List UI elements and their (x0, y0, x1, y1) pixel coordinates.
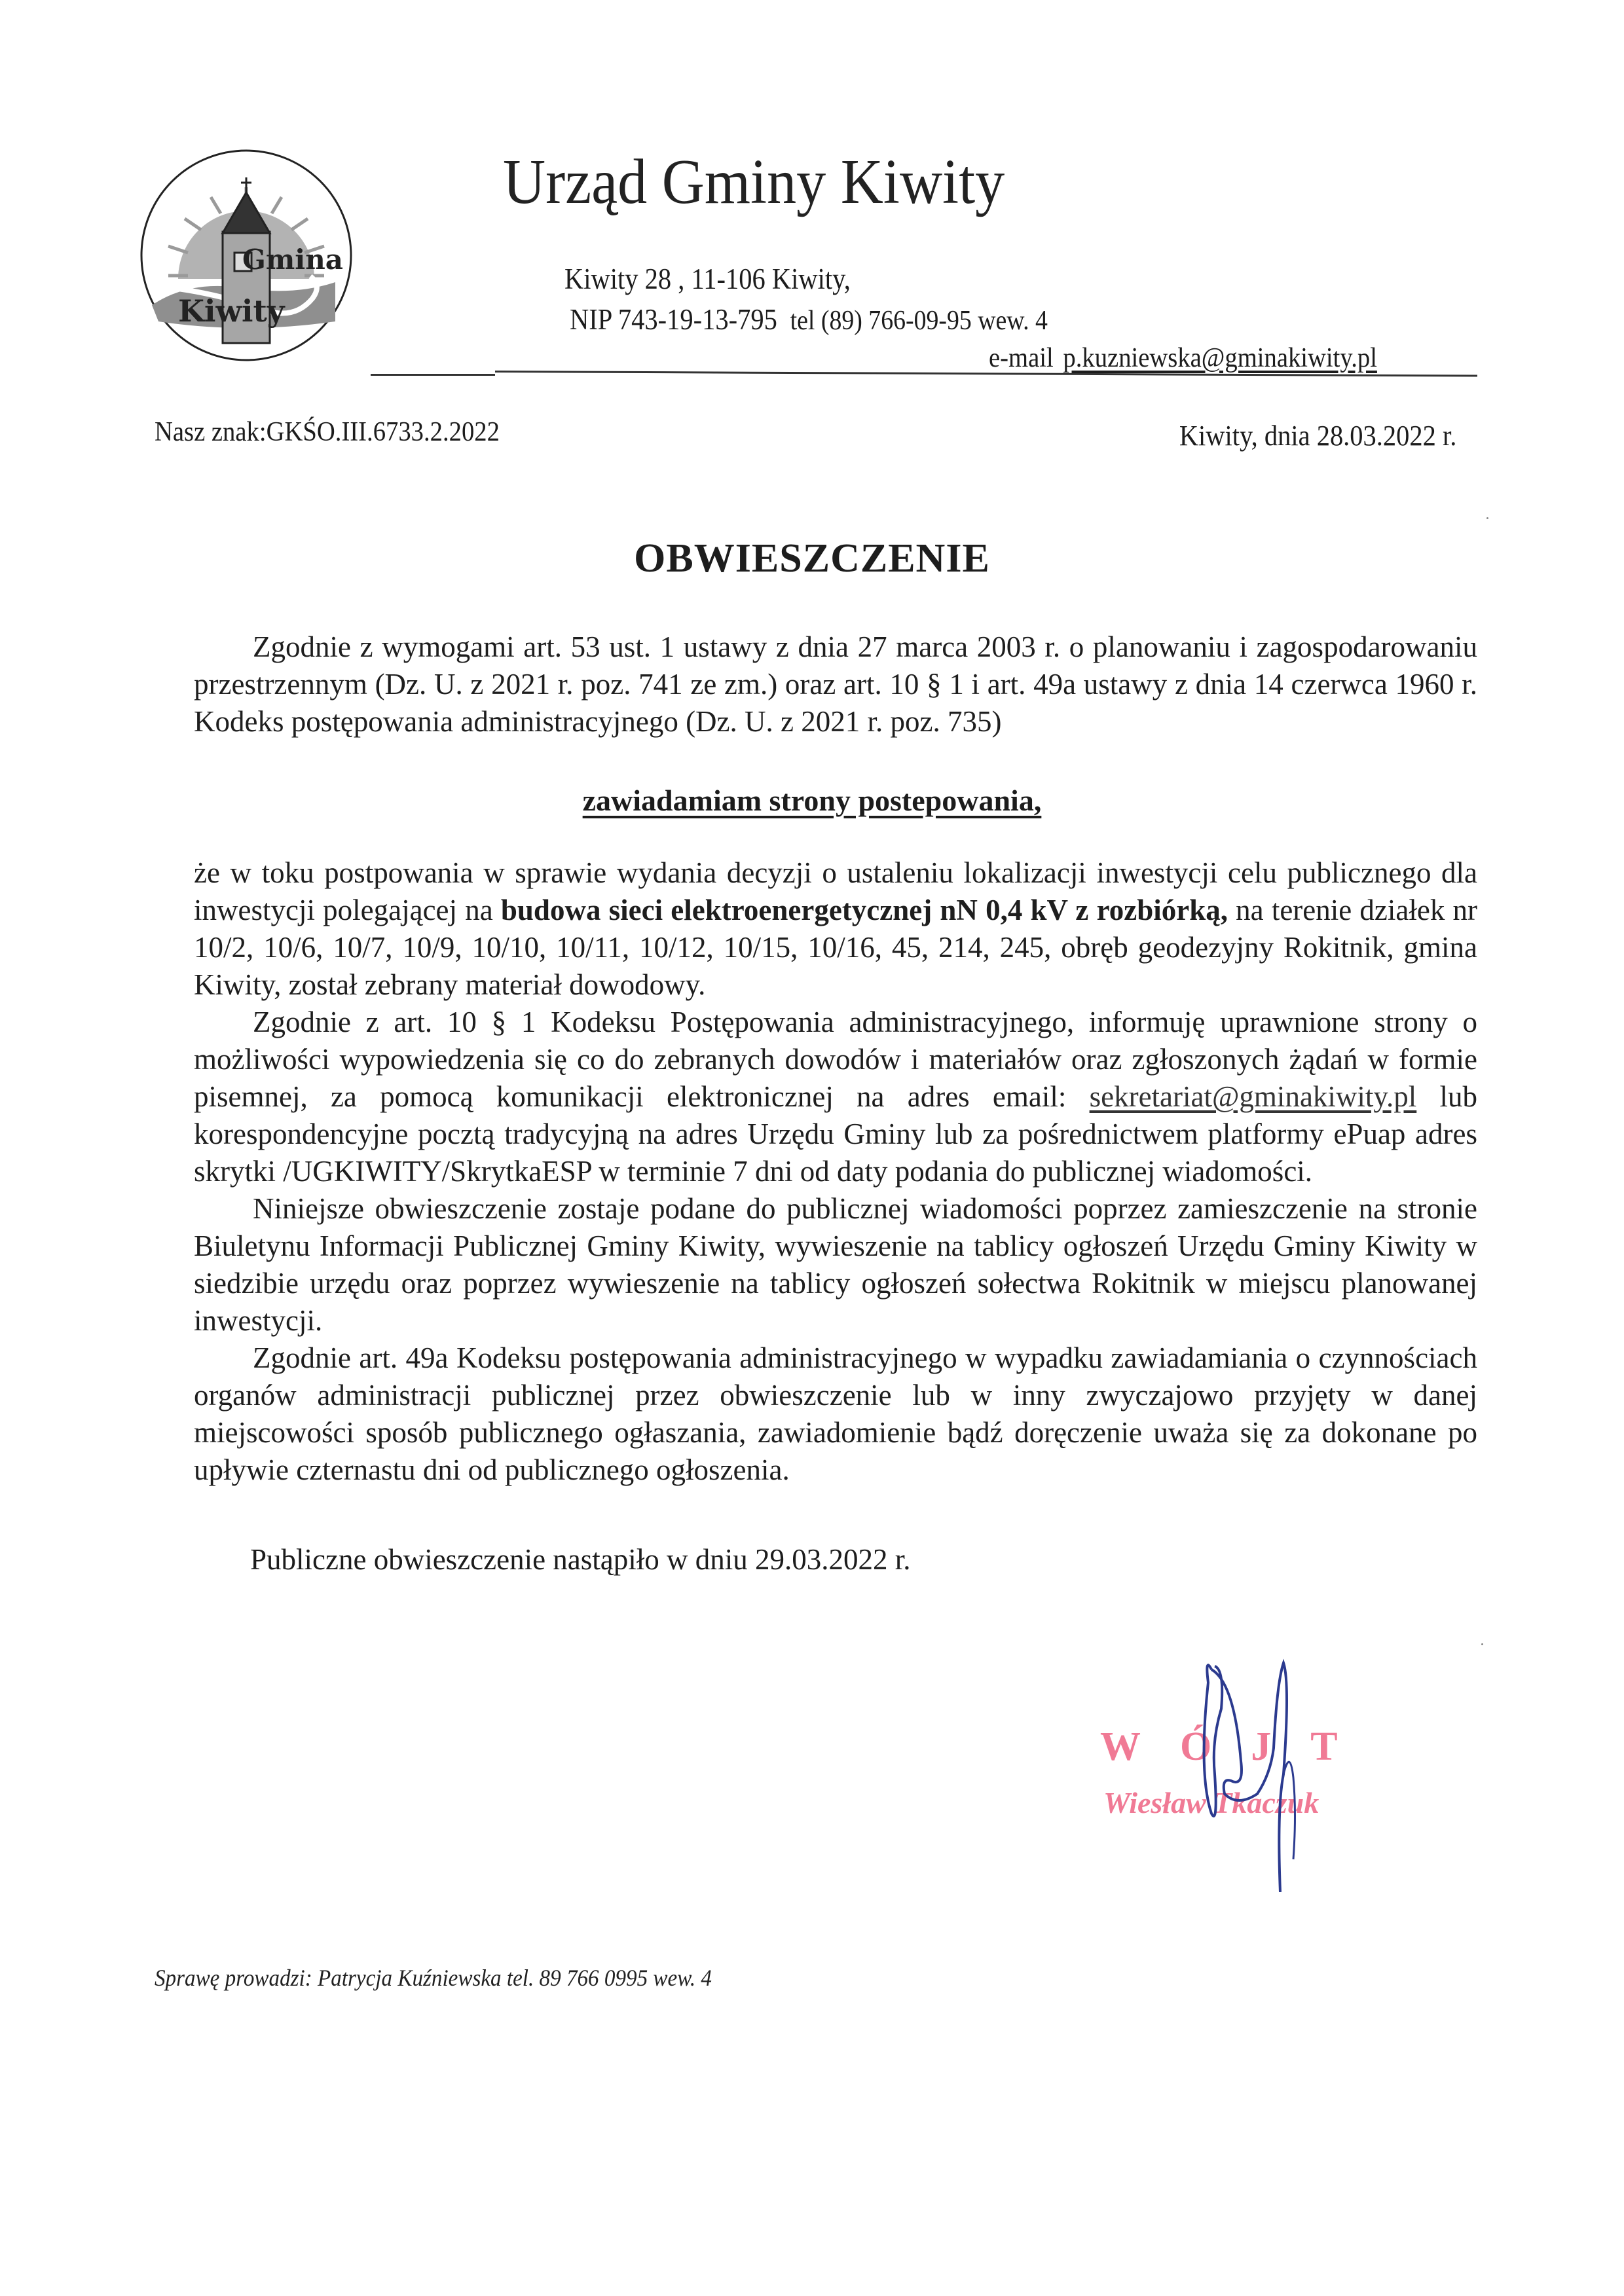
paragraph-1: Zgodnie z wymogami art. 53 ust. 1 ustawy z dnia 27 marca 2003 r. o planowaniu i zagospodarowaniu przestrzennym (Dz. U. z 2021 r. poz. 741 ze zm.) oraz art. 10 § 1 i art. 49a ustawy z dnia 14 czerwca 1960 r. Kodeks postępowania administracyjnego (Dz. U. z 2021 r. poz. 735) (194, 630, 1477, 738)
notification-statement (0, 783, 1624, 818)
scan-speck (1481, 1643, 1483, 1645)
svg-text:Kiwity: Kiwity (178, 293, 285, 329)
paragraph-2 (194, 854, 1477, 1004)
svg-text:Gmina: Gmina (242, 244, 344, 276)
phone-number: tel (89) 766-09-95 wew. 4 (790, 306, 1048, 336)
office-address: Kiwity 28 , 11-106 Kiwity, (564, 263, 851, 295)
notice-body (194, 854, 1477, 1489)
stamp-title: WÓJT (1100, 1724, 1377, 1769)
handwritten-signature-icon (1185, 1643, 1342, 1892)
secretariat-email-link[interactable]: sekretariat@gminakiwity.pl (1089, 1080, 1417, 1113)
case-reference: Nasz znak:GKŚO.III.6733.2.2022 (155, 417, 500, 447)
office-email-line (989, 342, 1377, 374)
stamp-name: Wiesław Tkaczuk (1103, 1786, 1320, 1819)
paragraph-3 (194, 1004, 1477, 1190)
paragraph-3-rest: lub korespondencyjne pocztą tradycyjną na adres Urzędu Gminy lub za pośrednictwem platformy ePuap adres skrytki /UGKIWITY/SkrytkaESP w terminie 7 dni od daty podania do publicznej wiadomości. (194, 1080, 1477, 1188)
legal-basis-paragraph (194, 629, 1477, 740)
office-email-link[interactable]: p.kuzniewska@gminakiwity.pl (1063, 343, 1377, 373)
paragraph-3-lead: Zgodnie z art. 10 § 1 Kodeksu Postępowania administracyjnego, informuję uprawnione strony o możliwości wypowiedzenia się co do zebranych dowodów i materiałów oraz zgłoszonych żądań w formie pisemnej, za pomocą komunikacji elektronicznej na adres email: (194, 1006, 1477, 1113)
investment-description: budowa sieci elektroenergetycznej nN 0,4 kV z rozbiórką, (500, 894, 1228, 926)
nip-number: NIP 743-19-13-795 (570, 303, 777, 336)
document-heading: OBWIESZCZENIE (634, 536, 990, 581)
municipality-logo (139, 148, 354, 363)
paragraph-4: Niniejsze obwieszczenie zostaje podane do publicznej wiadomości poprzez zamieszczenie na stronie Biuletynu Informacji Publicznej Gminy Kiwity, wywieszenie na tablicy ogłoszeń Urzędu Gminy Kiwity w siedzibie urzędu oraz poprzez wywieszenie na tablicy ogłoszeń sołectwa Rokitnik w miejscu planowanej inwestycji. (194, 1192, 1477, 1337)
office-nip-phone (570, 302, 1048, 337)
scan-speck (1486, 517, 1488, 519)
header-divider-left (371, 374, 495, 376)
paragraph-5: Zgodnie art. 49a Kodeksu postępowania administracyjnego w wypadku zawiadamiania o czynnościach organów administracji publicznej przez obwieszczenie lub w inny zwyczajowo przyjęty w danej miejscowości sposób publicznego ogłaszania, zawiadomienie bądź doręczenie uważa się za dokonane po upływie czternastu dni od publicznego ogłoszenia. (194, 1341, 1477, 1486)
email-label: e-mail (989, 343, 1054, 373)
place-and-date: Kiwity, dnia 28.03.2022 r. (1179, 420, 1456, 452)
case-handler-footer: Sprawę prowadzi: Patrycja Kuźniewska tel. 89 766 0995 wew. 4 (155, 1965, 712, 1991)
office-title: Urząd Gminy Kiwity (503, 147, 1005, 217)
publication-date-statement: Publiczne obwieszczenie nastąpiło w dniu 29.03.2022 r. (250, 1543, 911, 1576)
gmina-kiwity-crest-icon (139, 148, 354, 363)
paragraph-2-rest: na terenie działek nr 10/2, 10/6, 10/7, 10/9, 10/10, 10/11, 10/12, 10/15, 10/16, 45, 214, 245, obręb geodezyjny Rokitnik, gmina Kiwity, został zebrany materiał dowodowy. (194, 894, 1478, 1001)
notification-text: zawiadamiam strony postepowania, (582, 784, 1042, 817)
paragraph-2-lead: że w toku postpowania w sprawie wydania decyzji o ustaleniu lokalizacji inwestycji celu publicznego dla inwestycji polegającej na (194, 856, 1477, 926)
